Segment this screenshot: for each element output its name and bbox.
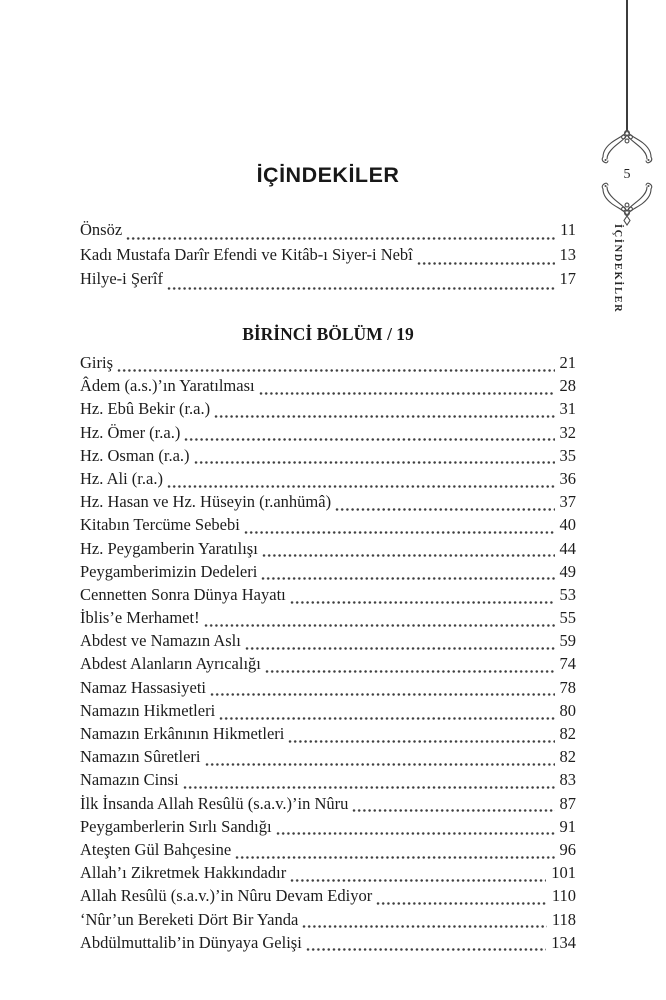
toc-entry [80,840,576,863]
toc-entry-page: 35 [559,445,576,465]
margin-rule [626,0,628,131]
toc-entry-page: 37 [559,492,576,512]
chapter-list [80,353,576,956]
toc-entry-page: 91 [559,816,576,836]
toc-entry [80,585,576,608]
toc-entry-label: Hz. Ömer (r.a.) [80,422,181,442]
toc-entry-page: 55 [559,608,576,628]
dotted-leader [214,414,554,419]
toc-entry-label: Hz. Hasan ve Hz. Hüseyin (r.anhümâ) [80,492,332,512]
toc-entry-label: İlk İnsanda Allah Resûlü (s.a.v.)’in Nûru [80,793,349,813]
toc-entry-page: 96 [559,839,576,859]
toc-entry-label: Hilye-i Şerîf [80,269,163,289]
toc-entry-label: Âdem (a.s.)’ın Yaratılması [80,376,255,396]
toc-entry-page: 31 [559,399,576,419]
toc-entry [80,399,576,422]
toc-entry-label: Allah’ı Zikretmek Hakkındadır [80,863,287,883]
toc-entry-label: Kadı Mustafa Darîr Efendi ve Kitâb-ı Siyer-i Nebî [80,244,413,264]
dotted-leader [210,692,555,697]
toc-entry-page: 101 [551,863,576,883]
toc-entry [80,794,576,817]
toc-entry-page: 40 [559,515,576,535]
toc-entry-page: 44 [559,538,576,558]
toc-entry [80,863,576,886]
toc-entry [80,770,576,793]
dotted-leader [184,437,554,442]
dotted-leader [261,576,554,581]
toc-entry [80,539,576,562]
margin-vertical-title: İÇİNDEKİLER [612,224,623,314]
dotted-leader [417,261,555,266]
toc-entry [80,376,576,399]
toc-entry-label: Hz. Peygamberin Yaratılışı [80,538,258,558]
toc-title: İÇİNDEKİLER [256,163,400,187]
toc-entry-page: 49 [559,561,576,581]
toc-entry [80,515,576,538]
dotted-leader [167,484,555,489]
toc-entry-label: Cennetten Sonra Dünya Hayatı [80,584,286,604]
toc-entry [80,562,576,585]
toc-entry-page: 28 [559,376,576,396]
dotted-leader [259,391,555,396]
toc-entry-label: Abdest ve Namazın Aslı [80,631,241,651]
toc-entry-label: Allah Resûlü (s.a.v.)’in Nûru Devam Ediyor [80,886,373,906]
toc-entry-page: 74 [559,654,576,674]
toc-content [80,0,576,1000]
toc-entry-page: 53 [559,584,576,604]
toc-entry [80,701,576,724]
toc-entry-label: Peygamberlerin Sırlı Sandığı [80,816,272,836]
toc-entry-label: İblis’e Merhamet! [80,608,200,628]
toc-entry [80,747,576,770]
toc-entry [80,245,576,270]
toc-entry [80,631,576,654]
dotted-leader [204,623,555,628]
toc-entry-label: Hz. Ebû Bekir (r.a.) [80,399,211,419]
toc-entry-page: 83 [559,770,576,790]
toc-entry-page: 87 [559,793,576,813]
toc-entry [80,724,576,747]
dotted-leader [194,460,555,465]
dotted-leader [306,947,546,952]
toc-entry [80,654,576,677]
dotted-leader [302,924,547,929]
dotted-leader [265,669,555,674]
toc-entry-label: Hz. Ali (r.a.) [80,468,163,488]
toc-entry [80,492,576,515]
toc-entry-page: 78 [559,677,576,697]
front-matter-list [80,220,576,294]
dotted-leader [244,530,555,535]
dotted-leader [205,762,555,767]
toc-entry-page: 82 [559,724,576,743]
toc-entry [80,933,576,956]
dotted-leader [288,739,554,744]
dotted-leader [117,368,555,373]
toc-entry-page: 110 [551,886,576,906]
toc-entry [80,423,576,446]
toc-entry [80,446,576,469]
toc-entry-page: 134 [551,932,576,952]
toc-entry-page: 80 [559,700,576,720]
toc-entry [80,220,576,245]
dotted-leader [245,646,555,651]
dotted-leader [219,716,554,721]
toc-entry-label: Abdülmuttalib’in Dünyaya Gelişi [80,932,302,952]
toc-entry-label: Abdest Alanların Ayrıcalığı [80,654,261,674]
toc-entry [80,817,576,840]
toc-entry-label: Kitabın Tercüme Sebebi [80,515,240,535]
toc-entry-label: Ateşten Gül Bahçesine [80,839,232,859]
toc-entry [80,353,576,376]
dotted-leader [262,553,555,558]
dotted-leader [290,600,555,605]
toc-entry-label: Namaz Hassasiyeti [80,677,206,697]
toc-entry-page: 13 [559,244,576,264]
toc-entry-label: Namazın Sûretleri [80,747,201,767]
section-title: BİRİNCİ BÖLÜM / 19 [242,324,414,344]
dotted-leader [335,507,554,512]
dotted-leader [376,901,547,906]
toc-entry-label: Giriş [80,353,113,372]
dotted-leader [276,831,555,836]
toc-entry-page: 82 [559,747,576,767]
toc-entry [80,886,576,909]
toc-entry-label: Hz. Osman (r.a.) [80,445,190,465]
toc-entry-label: Peygamberimizin Dedeleri [80,561,258,581]
dotted-leader [352,808,554,813]
dotted-leader [235,855,554,860]
toc-entry [80,678,576,701]
toc-entry [80,269,576,294]
dotted-leader [183,785,555,790]
toc-entry [80,469,576,492]
toc-entry-label: ‘Nûr’un Bereketi Dört Bir Yanda [80,909,299,929]
toc-entry-page: 118 [551,909,576,929]
toc-entry-page: 11 [560,220,576,239]
toc-entry-label: Namazın Hikmetleri [80,700,216,720]
toc-entry-label: Namazın Cinsi [80,770,179,790]
toc-entry-page: 36 [559,468,576,488]
dotted-leader [167,286,555,291]
toc-entry-page: 59 [559,631,576,651]
toc-entry-page: 32 [559,422,576,442]
toc-entry [80,910,576,933]
toc-entry [80,608,576,631]
page-number: 5 [623,167,631,182]
dotted-leader [290,878,546,883]
toc-entry-page: 21 [559,353,576,372]
dotted-leader [126,236,555,241]
page-number-ornament [599,126,655,226]
toc-entry-label: Önsöz [80,220,123,239]
toc-entry-page: 17 [559,269,576,289]
toc-entry-label: Namazın Erkânının Hikmetleri [80,724,285,743]
